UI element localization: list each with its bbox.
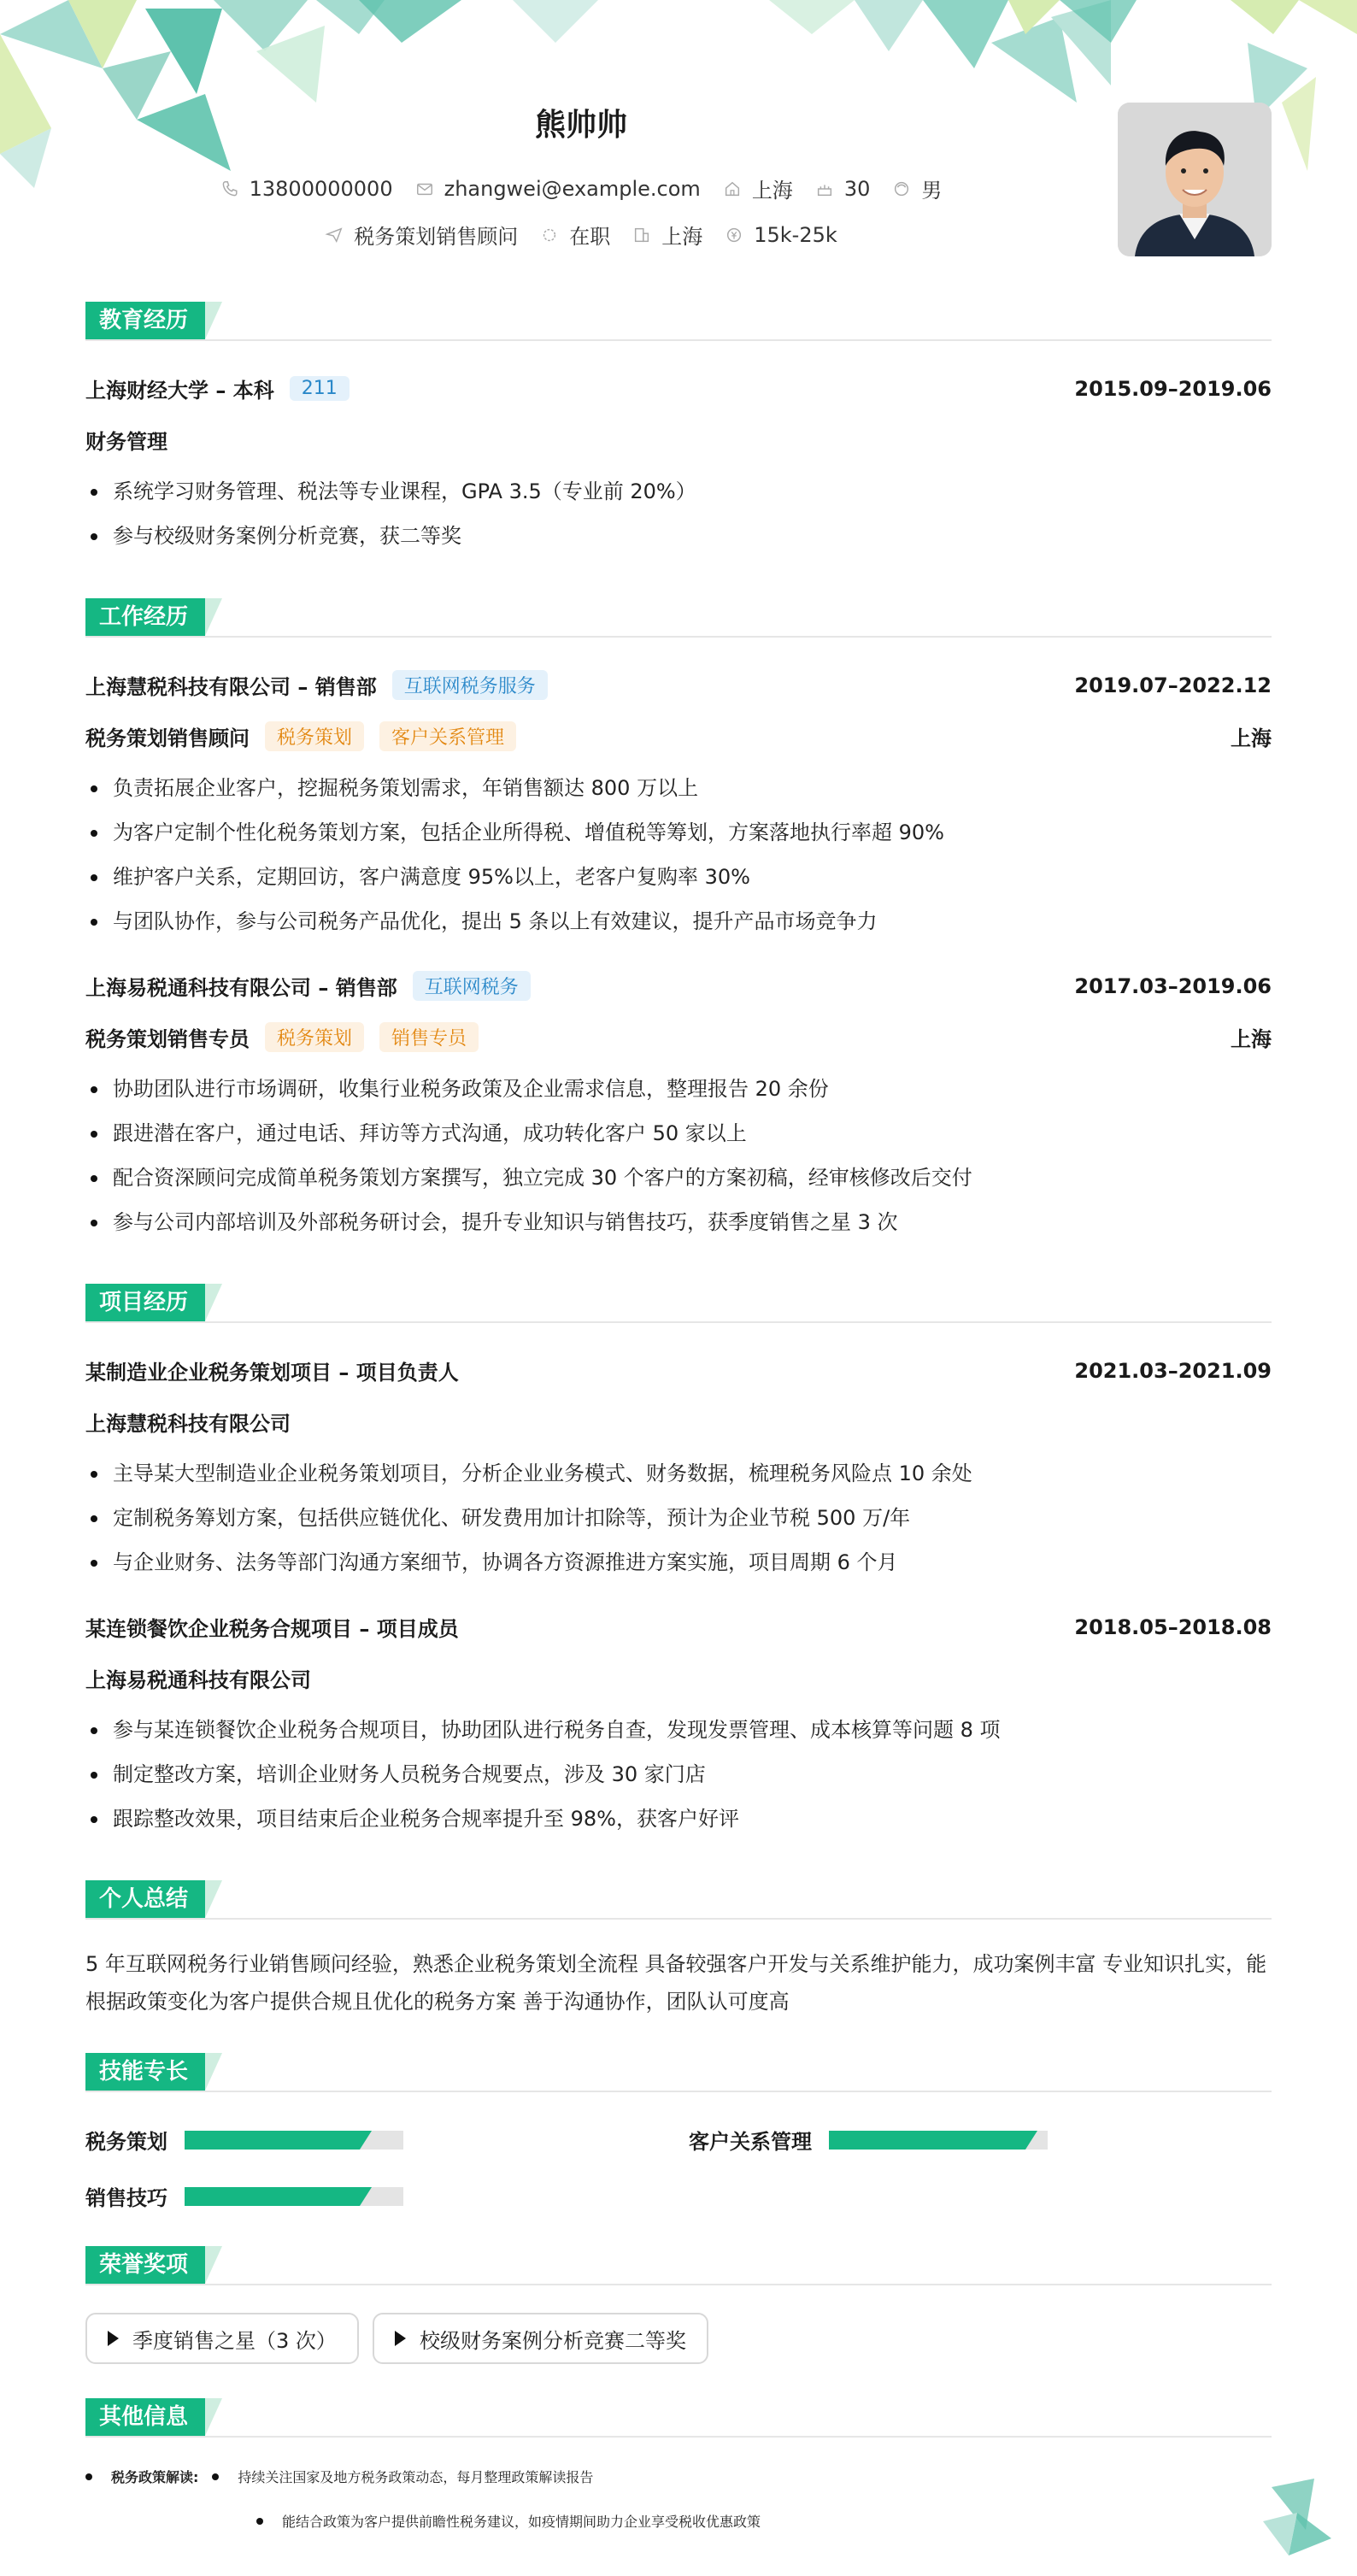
education-title: 教育经历 bbox=[85, 302, 205, 339]
skill-name: 税务策划 bbox=[85, 2130, 167, 2154]
skill-bar-fill bbox=[829, 2131, 1025, 2150]
project-org: 上海慧税科技有限公司 bbox=[85, 1412, 291, 1436]
projects-title: 项目经历 bbox=[85, 1284, 205, 1321]
role-tag: 销售专员 bbox=[379, 1022, 479, 1052]
avatar bbox=[1118, 103, 1272, 256]
summary-title: 个人总结 bbox=[85, 1880, 205, 1918]
education-major-row bbox=[85, 425, 1272, 455]
skills-section bbox=[85, 2053, 1272, 2210]
awards-header bbox=[85, 2246, 1272, 2285]
skill-name: 客户关系管理 bbox=[689, 2130, 812, 2154]
project-org: 上海易税通科技有限公司 bbox=[85, 1668, 311, 1692]
major-name: 财务管理 bbox=[85, 430, 167, 454]
age-text: 30 bbox=[843, 176, 871, 201]
phone-icon bbox=[220, 179, 239, 198]
skill-name: 销售技巧 bbox=[85, 2186, 167, 2210]
work-location: 上海 bbox=[1231, 726, 1272, 750]
list-item: 跟踪整改效果，项目结束后企业税务合规率提升至 98%，获客户好评 bbox=[85, 1797, 1272, 1841]
bullet-dot bbox=[212, 2473, 219, 2480]
other-section bbox=[85, 2398, 1272, 2530]
work-role-row bbox=[85, 1022, 1272, 1052]
project-name: 某制造业企业税务策划项目 – 项目负责人 bbox=[85, 1361, 459, 1385]
list-item: 跟进潜在客户，通过电话、拜访等方式沟通，成功转化客户 50 家以上 bbox=[85, 1111, 1272, 1156]
list-item: 为客户定制个性化税务策划方案，包括企业所得税、增值税等筹划，方案落地执行率超 90% bbox=[85, 810, 1272, 855]
company-tag: 互联网税务服务 bbox=[392, 670, 548, 700]
salary-item bbox=[725, 223, 837, 247]
work-section bbox=[85, 598, 1272, 1234]
summary-header bbox=[85, 1880, 1272, 1920]
target-city-text: 上海 bbox=[661, 225, 703, 249]
summary-text: 5 年互联网税务行业销售顾问经验，熟悉企业税务策划全流程 具备较强客户开发与关系维护能力，成功案例丰富 专业知识扎实，能根据政策变化为客户提供合规且优化的税务方案 善于沟通协作，团队认可度高 bbox=[85, 1952, 1267, 2014]
list-item: 维护客户关系，定期回访，客户满意度 95%以上，老客户复购率 30% bbox=[85, 855, 1272, 899]
company-name: 上海慧税科技有限公司 – 销售部 bbox=[85, 675, 377, 699]
email-text: zhangwei@example.com bbox=[444, 176, 701, 201]
status-item bbox=[540, 220, 610, 250]
list-item: 参与某连锁餐饮企业税务合规项目，协助团队进行税务自查，发现发票管理、成本核算等问题 8 项 bbox=[85, 1708, 1272, 1752]
contact-row bbox=[0, 173, 1162, 203]
list-item: 与企业财务、法务等部门沟通方案细节，协调各方资源推进方案实施，项目周期 6 个月 bbox=[85, 1540, 1272, 1585]
city-item bbox=[723, 173, 793, 203]
home-icon bbox=[723, 179, 742, 198]
skill-bar-fill bbox=[185, 2187, 360, 2206]
gender-item bbox=[892, 173, 942, 203]
bullet-dot bbox=[256, 2518, 263, 2525]
education-date: 2015.09–2019.06 bbox=[1074, 376, 1272, 401]
project-org-row bbox=[85, 1407, 1272, 1437]
phone-text: 13800000000 bbox=[249, 176, 393, 201]
role-tag: 税务策划 bbox=[265, 1022, 364, 1052]
triangle-right-icon bbox=[395, 2331, 406, 2346]
project-date: 2018.05–2018.08 bbox=[1074, 1614, 1272, 1639]
other-text: 能结合政策为客户提供前瞻性税务建议，如疫情期间助力企业享受税收优惠政策 bbox=[282, 2514, 761, 2530]
role-name: 税务策划销售顾问 bbox=[85, 726, 250, 750]
city-text: 上海 bbox=[751, 179, 793, 203]
award-chip bbox=[373, 2313, 708, 2364]
avatar-portrait bbox=[1118, 103, 1272, 256]
work-company-row bbox=[85, 971, 1272, 1001]
company-name: 上海易税通科技有限公司 – 销售部 bbox=[85, 976, 397, 1000]
other-title: 其他信息 bbox=[85, 2398, 205, 2436]
bullet-dot bbox=[85, 2473, 92, 2480]
skill-bar bbox=[829, 2131, 1048, 2150]
other-label: 税务政策解读: bbox=[111, 2469, 199, 2485]
list-item: 定制税务筹划方案，包括供应链优化、研发费用加计扣除等，预计为企业节税 500 万/年 bbox=[85, 1496, 1272, 1540]
project-row bbox=[85, 1612, 1272, 1642]
work-bullets bbox=[85, 1067, 1272, 1244]
other-text: 持续关注国家及地方税务政策动态，每月整理政策解读报告 bbox=[238, 2469, 594, 2485]
award-text: 校级财务案例分析竞赛二等奖 bbox=[420, 2328, 686, 2353]
list-item: 参与校级财务案例分析竞赛，获二等奖 bbox=[85, 514, 1272, 558]
send-icon bbox=[325, 226, 344, 244]
person-icon bbox=[892, 179, 911, 198]
role-name: 税务策划销售专员 bbox=[85, 1027, 250, 1051]
awards-title: 荣誉奖项 bbox=[85, 2246, 205, 2284]
education-school-row bbox=[85, 373, 1272, 403]
projects-header bbox=[85, 1284, 1272, 1323]
job-target-item bbox=[325, 220, 518, 250]
mail-icon bbox=[415, 179, 434, 198]
skill-item bbox=[85, 2125, 403, 2155]
work-date: 2017.03–2019.06 bbox=[1074, 973, 1272, 998]
project-bullets bbox=[85, 1451, 1272, 1585]
work-role-row bbox=[85, 721, 1272, 751]
skill-bar-fill bbox=[185, 2131, 360, 2150]
salary-text: 15k-25k bbox=[754, 222, 837, 247]
role-tag: 客户关系管理 bbox=[379, 721, 516, 751]
other-header bbox=[85, 2398, 1272, 2438]
awards-section bbox=[85, 2246, 1272, 2353]
education-bullets bbox=[85, 469, 1272, 558]
role-tag: 税务策划 bbox=[265, 721, 364, 751]
age-item bbox=[815, 177, 871, 201]
gender-text: 男 bbox=[921, 179, 943, 203]
school-tag: 211 bbox=[290, 376, 350, 401]
list-item: 配合资深顾问完成简单税务策划方案撰写，独立完成 30 个客户的方案初稿，经审核修改后交付 bbox=[85, 1156, 1272, 1200]
company-tag: 互联网税务 bbox=[413, 971, 531, 1001]
skill-bar bbox=[185, 2131, 403, 2150]
list-item: 制定整改方案，培训企业财务人员税务合规要点，涉及 30 家门店 bbox=[85, 1752, 1272, 1797]
skill-item bbox=[85, 2181, 403, 2211]
award-text: 季度销售之星（3 次） bbox=[132, 2328, 337, 2353]
education-header bbox=[85, 302, 1272, 341]
list-item: 参与公司内部培训及外部税务研讨会，提升专业知识与销售技巧，获季度销售之星 3 次 bbox=[85, 1200, 1272, 1244]
candidate-name: 熊帅帅 bbox=[534, 108, 627, 143]
email-item bbox=[415, 177, 701, 201]
work-header bbox=[85, 598, 1272, 638]
project-bullets bbox=[85, 1708, 1272, 1841]
status-icon bbox=[540, 226, 559, 244]
job-intent-row bbox=[0, 220, 1162, 250]
projects-section bbox=[85, 1284, 1272, 1831]
cake-icon bbox=[815, 179, 834, 198]
building-icon bbox=[632, 226, 651, 244]
award-chip bbox=[85, 2313, 359, 2364]
work-bullets bbox=[85, 766, 1272, 944]
project-date: 2021.03–2021.09 bbox=[1074, 1358, 1272, 1383]
status-text: 在职 bbox=[569, 225, 611, 249]
other-item bbox=[256, 2511, 761, 2531]
skills-title: 技能专长 bbox=[85, 2053, 205, 2091]
project-org-row bbox=[85, 1663, 1272, 1693]
work-date: 2019.07–2022.12 bbox=[1074, 673, 1272, 697]
other-item bbox=[85, 2467, 593, 2486]
list-item: 负责拓展企业客户，挖掘税务策划需求，年销售额达 800 万以上 bbox=[85, 766, 1272, 810]
project-name: 某连锁餐饮企业税务合规项目 – 项目成员 bbox=[85, 1617, 459, 1641]
project-row bbox=[85, 1356, 1272, 1385]
skills-header bbox=[85, 2053, 1272, 2092]
education-section bbox=[85, 302, 1272, 548]
skill-item bbox=[689, 2125, 1048, 2155]
work-company-row bbox=[85, 670, 1272, 700]
job-target-text: 税务策划销售顾问 bbox=[354, 225, 519, 249]
target-city-item bbox=[632, 220, 702, 250]
skill-bar bbox=[185, 2187, 403, 2206]
summary-section bbox=[85, 1880, 1272, 2014]
work-title: 工作经历 bbox=[85, 598, 205, 636]
phone-item bbox=[220, 177, 393, 201]
triangle-right-icon bbox=[108, 2331, 119, 2346]
work-location: 上海 bbox=[1231, 1027, 1272, 1051]
list-item: 系统学习财务管理、税法等专业课程，GPA 3.5（专业前 20%） bbox=[85, 469, 1272, 514]
list-item: 与团队协作，参与公司税务产品优化，提出 5 条以上有效建议，提升产品市场竞争力 bbox=[85, 899, 1272, 944]
list-item: 主导某大型制造业企业税务策划项目，分析企业业务模式、财务数据，梳理税务风险点 10 余处 bbox=[85, 1451, 1272, 1496]
list-item: 协助团队进行市场调研，收集行业税务政策及企业需求信息，整理报告 20 余份 bbox=[85, 1067, 1272, 1111]
money-icon bbox=[725, 226, 743, 244]
school-name: 上海财经大学 – 本科 bbox=[85, 379, 274, 403]
